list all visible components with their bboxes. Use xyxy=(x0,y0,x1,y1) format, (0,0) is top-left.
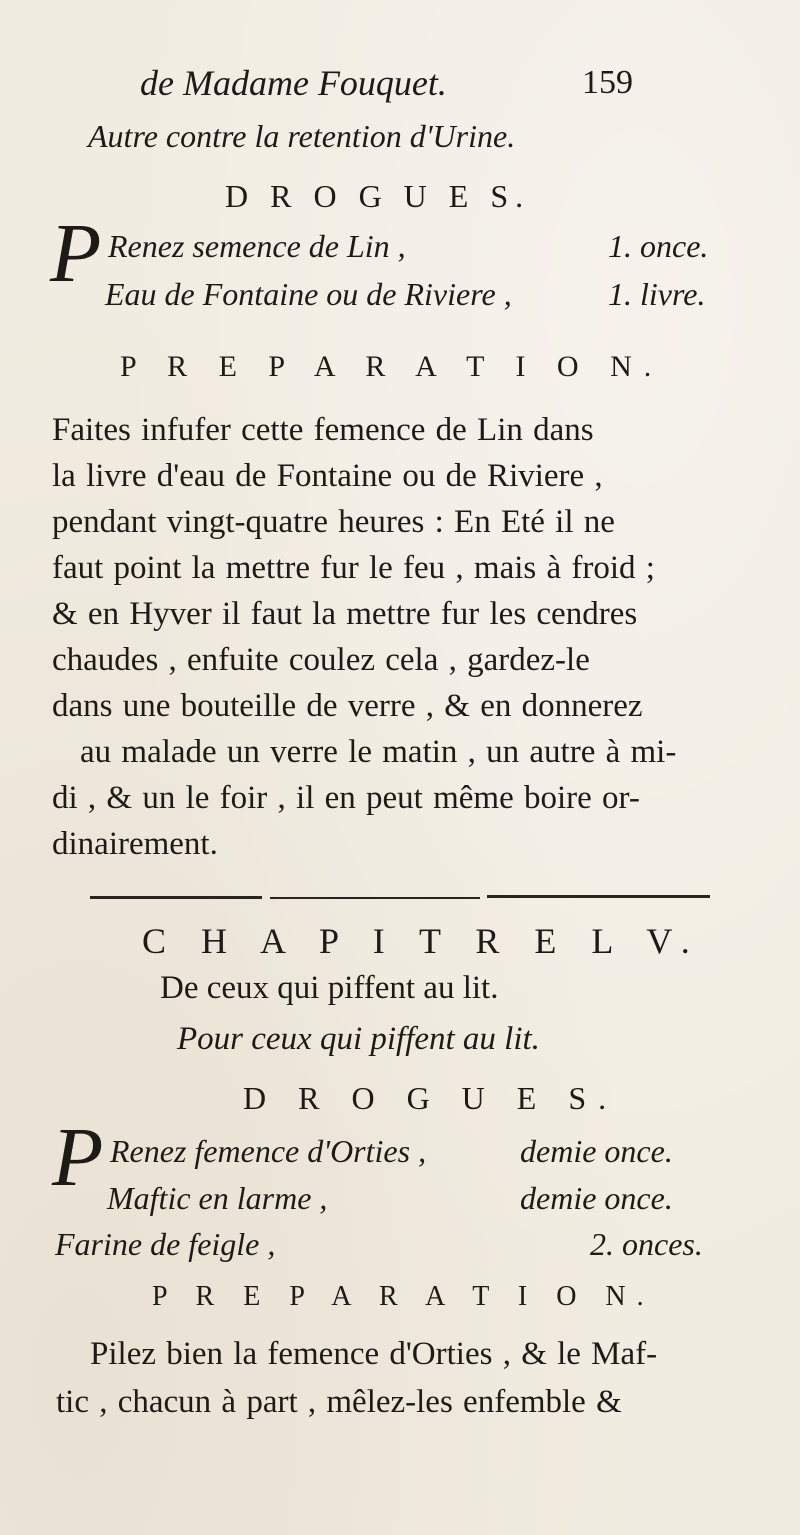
divider-rule xyxy=(270,897,480,899)
body-line: & en Hyver il faut la mettre fur les cendres xyxy=(52,596,638,632)
body-line: pendant vingt-quatre heures : En Eté il ne xyxy=(52,504,615,540)
divider-rule xyxy=(487,895,710,898)
body-line: di , & un le foir , il en peut même boire or- xyxy=(52,780,640,816)
body-line: la livre d'eau de Fontaine ou de Riviere , xyxy=(52,458,603,494)
preparation-heading: P R E P A R A T I O N. xyxy=(152,1281,655,1312)
preparation-heading: P R E P A R A T I O N. xyxy=(120,350,664,383)
drop-cap: P xyxy=(52,1111,104,1204)
body-line: dans une bouteille de verre , & en donnerez xyxy=(52,688,643,724)
drop-cap: P xyxy=(50,207,102,300)
drogues-heading: D R O G U E S. xyxy=(243,1080,619,1116)
divider-rule xyxy=(90,896,262,899)
body-line: dinairement. xyxy=(52,826,218,862)
body-line: chaudes , enfuite coulez cela , gardez-le xyxy=(52,642,590,678)
chapter-heading: C H A P I T R E L V. xyxy=(142,921,703,961)
body-line: tic , chacun à part , mêlez-les enfemble & xyxy=(56,1384,622,1420)
running-title: de Madame Fouquet. xyxy=(140,63,447,103)
recipe-title: Autre contre la retention d'Urine. xyxy=(88,118,516,154)
ingredient-quantity: demie once. xyxy=(520,1133,673,1169)
recipe-title: Pour ceux qui piffent au lit. xyxy=(177,1021,540,1057)
ingredient-name: Eau de Fontaine ou de Riviere , xyxy=(105,276,512,312)
body-line: faut point la mettre fur le feu , mais à froid ; xyxy=(52,550,655,586)
drogues-heading: D R O G U E S. xyxy=(225,178,531,214)
ingredient-quantity: 2. onces. xyxy=(590,1226,703,1262)
body-line: Pilez bien la femence d'Orties , & le Maf- xyxy=(90,1336,658,1372)
ingredient-quantity: 1. once. xyxy=(608,228,709,264)
ingredient-name: Maftic en larme , xyxy=(107,1180,328,1216)
body-line: au malade un verre le matin , un autre à mi- xyxy=(80,734,677,770)
body-line: Faites infufer cette femence de Lin dans xyxy=(52,412,594,448)
chapter-subtitle: De ceux qui piffent au lit. xyxy=(160,970,499,1006)
ingredient-name: Renez semence de Lin , xyxy=(108,228,406,264)
ingredient-quantity: 1. livre. xyxy=(608,276,706,312)
page-number: 159 xyxy=(582,64,633,101)
ingredient-name: Renez femence d'Orties , xyxy=(110,1133,427,1169)
ingredient-quantity: demie once. xyxy=(520,1180,673,1216)
ingredient-name: Farine de feigle , xyxy=(55,1226,276,1262)
